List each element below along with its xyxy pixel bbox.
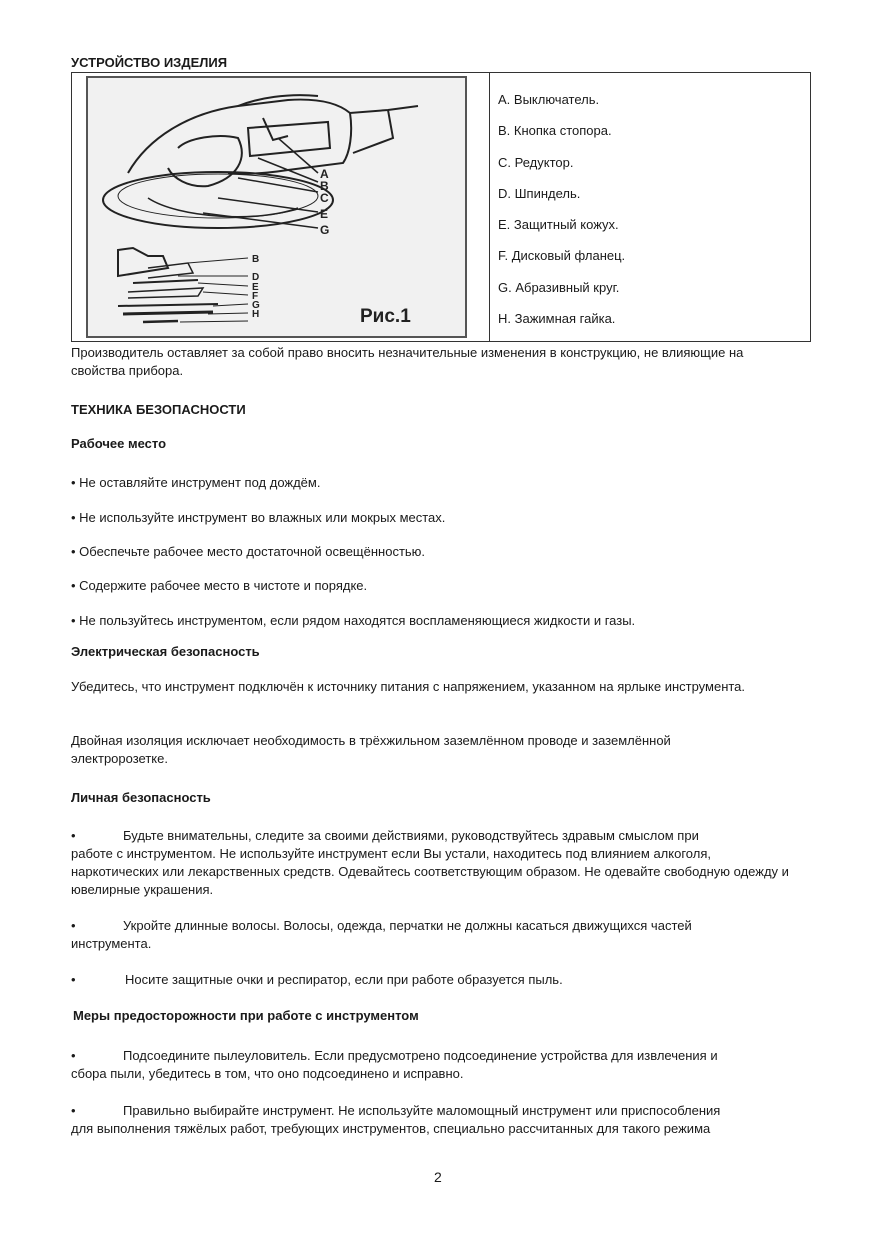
electrical-paragraph-1: Убедитесь, что инструмент подключён к источнику питания с напряжением, указанном на ярлыке инструмента. bbox=[71, 679, 746, 694]
workplace-item-5: • Не пользуйтесь инструментом, если рядом находятся воспламеняющиеся жидкости и газы. bbox=[71, 613, 636, 628]
parts-table bbox=[71, 72, 811, 342]
legend-item-h: H. Зажимная гайка. bbox=[498, 311, 616, 327]
figure-caption: Рис.1 bbox=[360, 306, 411, 327]
manufacturer-note: Производитель оставляет за собой право вносить незначительные изменения в конструкцию, не влияющие на свойства прибора. bbox=[71, 345, 744, 378]
legend-item-c: C. Редуктор. bbox=[498, 154, 574, 170]
workplace-item-2: • Не используйте инструмент во влажных или мокрых местах. bbox=[71, 510, 446, 525]
section-title: УСТРОЙСТВО ИЗДЕЛИЯ bbox=[71, 55, 228, 70]
safety-title: ТЕХНИКА БЕЗОПАСНОСТИ bbox=[71, 402, 246, 417]
callout-bottom-f: F bbox=[252, 291, 259, 302]
workplace-title: Рабочее место bbox=[71, 436, 167, 451]
parts-legend bbox=[498, 91, 798, 341]
table-divider bbox=[489, 73, 490, 341]
legend-item-f: F. Дисковый фланец. bbox=[498, 248, 626, 264]
legend-item-b: B. Кнопка стопора. bbox=[498, 123, 612, 139]
precautions-bullet-1 bbox=[71, 1047, 801, 1083]
precautions-bullet-2-first-line: Правильно выбирайте инструмент. Не используйте маломощный инструмент или приспособления bbox=[123, 1103, 721, 1118]
personal-bullet-1-rest: работе с инструментом. Не используйте инструмент если Вы устали, находитесь под влиянием алкоголя, наркотических или лекарственных средств. Одевайтесь соответствующим образом. Не одевайте свободную одежду и ювелирные украшения. bbox=[71, 846, 789, 897]
callout-top-b: B bbox=[320, 179, 329, 193]
legend-item-g: G. Абразивный круг. bbox=[498, 279, 620, 295]
callout-top-a: A bbox=[320, 167, 329, 181]
page-number: 2 bbox=[434, 1169, 442, 1185]
bullet-dot: • bbox=[71, 828, 76, 843]
angle-grinder-figure bbox=[86, 76, 467, 338]
callout-bottom-e: E bbox=[252, 282, 259, 293]
callout-bottom-g: G bbox=[252, 300, 260, 311]
legend-item-a: A. Выключатель. bbox=[498, 92, 600, 107]
callout-bottom-h: H bbox=[252, 309, 260, 320]
workplace-item-4: • Содержите рабочее место в чистоте и порядке. bbox=[71, 578, 368, 593]
bullet-dot: • bbox=[71, 1103, 76, 1118]
callout-bottom-d: D bbox=[252, 272, 260, 283]
personal-bullet-1-first-line: Будьте внимательны, следите за своими действиями, руководствуйтесь здравым смыслом при bbox=[123, 828, 699, 843]
personal-bullet-2-rest: инструмента. bbox=[71, 936, 152, 951]
personal-bullet-3 bbox=[71, 971, 801, 989]
precautions-bullet-1-first-line: Подсоедините пылеуловитель. Если предусмотрено подсоединение устройства для извлечения и bbox=[123, 1048, 718, 1063]
callout-top-c: C bbox=[320, 191, 329, 205]
precautions-title: Меры предосторожности при работе с инструментом bbox=[73, 1008, 419, 1023]
personal-title: Личная безопасность bbox=[71, 790, 211, 805]
personal-bullet-2 bbox=[71, 917, 801, 953]
legend-item-d: D. Шпиндель. bbox=[498, 185, 581, 201]
legend-item-e: E. Защитный кожух. bbox=[498, 217, 619, 233]
workplace-item-3: • Обеспечьте рабочее место достаточной освещённостью. bbox=[71, 544, 426, 559]
personal-bullet-3-first-line: Носите защитные очки и респиратор, если при работе образуется пыль. bbox=[125, 972, 563, 987]
callout-top-e: E bbox=[320, 207, 329, 221]
workplace-item-1: • Не оставляйте инструмент под дождём. bbox=[71, 475, 321, 490]
bullet-dot: • bbox=[71, 1048, 76, 1063]
precautions-bullet-2 bbox=[71, 1102, 811, 1138]
electrical-title: Электрическая безопасность bbox=[71, 644, 260, 659]
electrical-paragraph-2: Двойная изоляция исключает необходимость в трёхжильном заземлённом проводе и заземлённой электророзетке. bbox=[71, 733, 671, 766]
angle-grinder-drawing bbox=[88, 78, 465, 336]
personal-bullet-2-first-line: Укройте длинные волосы. Волосы, одежда, перчатки не должны касаться движущихся частей bbox=[123, 918, 692, 933]
callout-bottom-b: B bbox=[252, 254, 260, 265]
bullet-dot: • bbox=[71, 972, 76, 987]
callout-top-g: G bbox=[320, 223, 330, 237]
precautions-bullet-2-rest: для выполнения тяжёлых работ, требующих инструментов, специально рассчитанных для такого режима bbox=[71, 1121, 711, 1136]
precautions-bullet-1-rest: сбора пыли, убедитесь в том, что оно подсоединено и исправно. bbox=[71, 1066, 464, 1081]
bullet-dot: • bbox=[71, 918, 76, 933]
personal-bullet-1 bbox=[71, 827, 801, 899]
